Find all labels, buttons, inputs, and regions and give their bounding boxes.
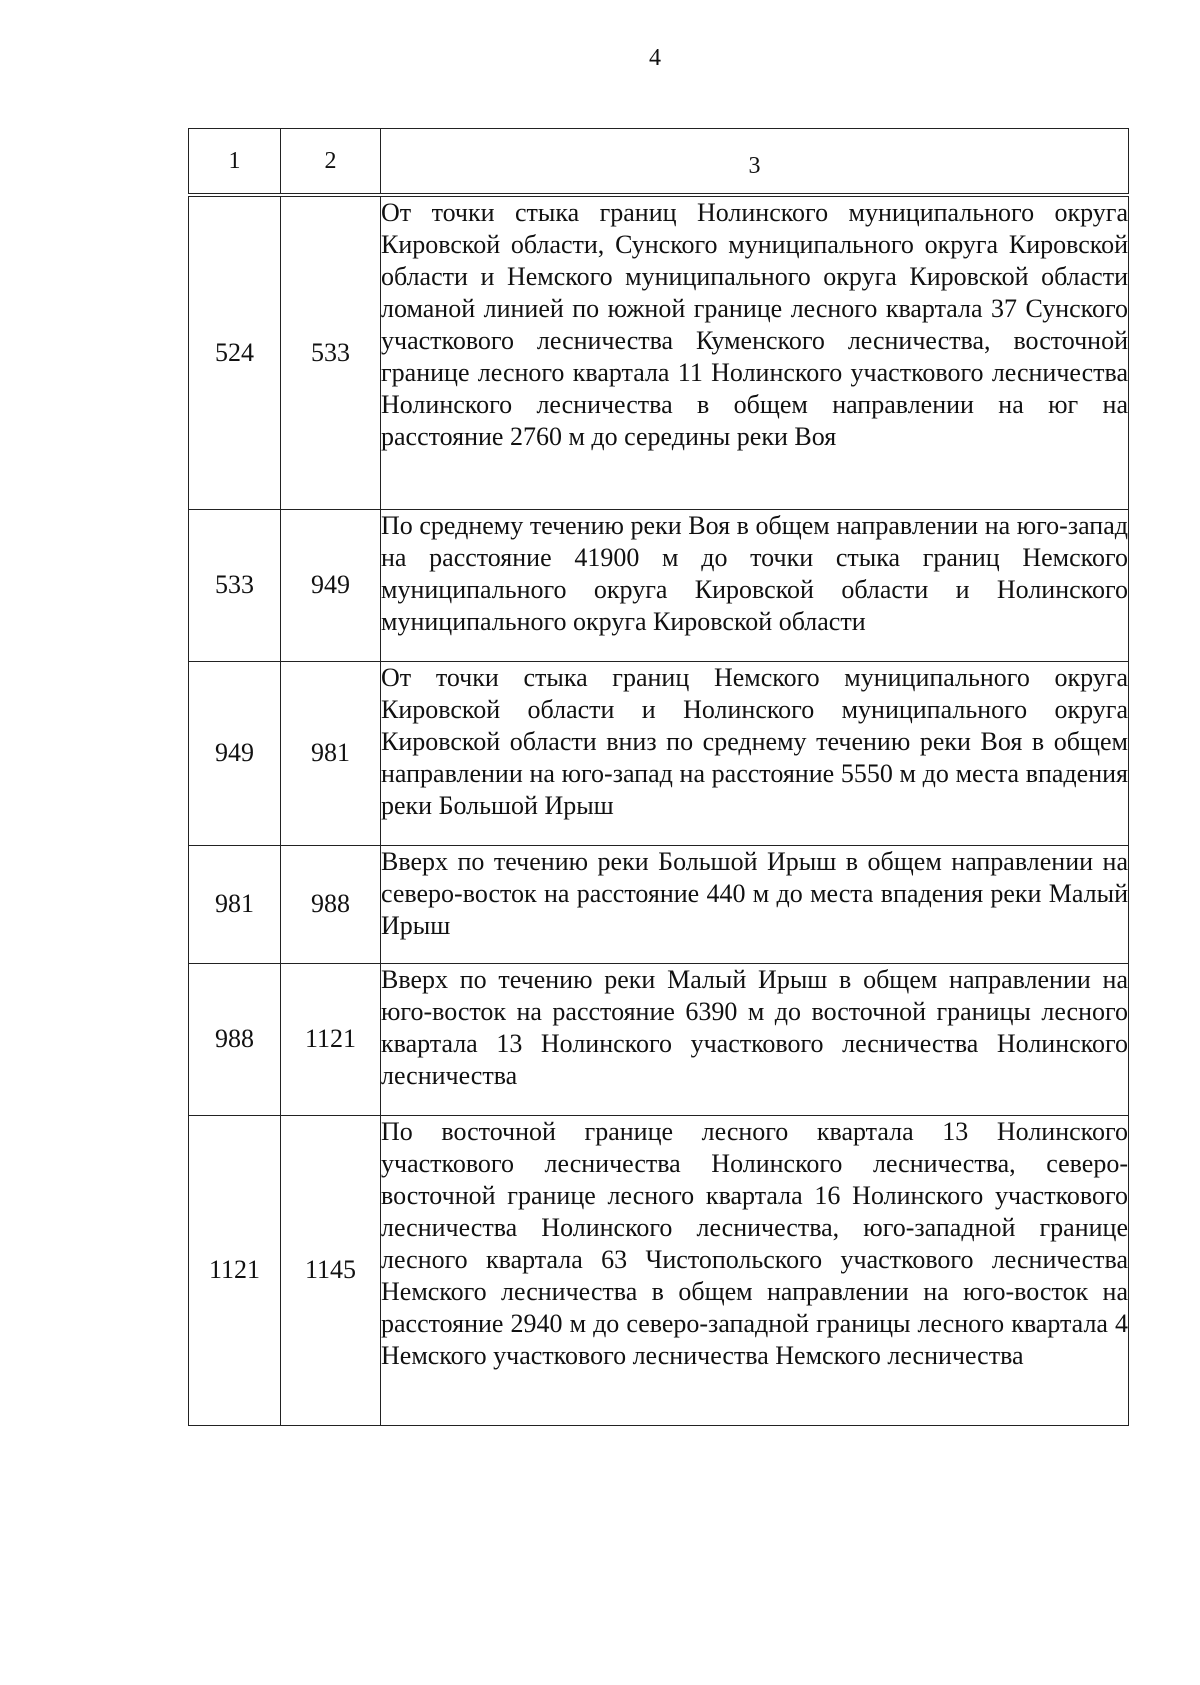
row-description: Вверх по течению реки Большой Ирыш в общем направлении на северо-восток на расстояние 440 м до места впадения реки Малый Ирыш [381, 845, 1129, 963]
row-to-point: 533 [281, 195, 381, 509]
row-description: От точки стыка границ Нолинского муниципального округа Кировской области, Сунского муниципального округа Кировской области и Немского муниципального округа Кировской области ломаной линией по южной границе лесного квартала 37 Сунского участкового лесничества Куменского лесничества, восточной границе лесного квартала 11 Нолинского участкового лесничества Нолинского лесничества в общем направлении на юг на расстояние 2760 м до середины реки Воя [381, 195, 1129, 509]
table-row [189, 1115, 1129, 1425]
row-from-point: 988 [189, 963, 281, 1115]
row-to-point: 949 [281, 509, 381, 661]
table-row [189, 509, 1129, 661]
column-header-1: 1 [189, 129, 281, 196]
row-to-point: 988 [281, 845, 381, 963]
row-from-point: 533 [189, 509, 281, 661]
table-row [189, 661, 1129, 845]
row-to-point: 1145 [281, 1115, 381, 1425]
row-to-point: 1121 [281, 963, 381, 1115]
boundary-table [188, 128, 1129, 1426]
row-description: Вверх по течению реки Малый Ирыш в общем направлении на юго-восток на расстояние 6390 м до восточной границы лесного квартала 13 Нолинского участкового лесничества Нолинского лесничества [381, 963, 1129, 1115]
column-header-3: 3 [381, 129, 1129, 196]
table-row [189, 195, 1129, 509]
row-from-point: 949 [189, 661, 281, 845]
table-row [189, 963, 1129, 1115]
page-number: 4 [649, 45, 661, 71]
table-row [189, 845, 1129, 963]
row-description: От точки стыка границ Немского муниципального округа Кировской области и Нолинского муниципального округа Кировской области вниз по среднему течению реки Воя в общем направлении на юго-запад на расстояние 5550 м до места впадения реки Большой Ирыш [381, 661, 1129, 845]
row-description: По среднему течению реки Воя в общем направлении на юго-запад на расстояние 41900 м до точки стыка границ Немского муниципального округа Кировской области и Нолинского муниципального округа Кировской области [381, 509, 1129, 661]
row-to-point: 981 [281, 661, 381, 845]
table-header-row [189, 129, 1129, 196]
row-description: По восточной границе лесного квартала 13 Нолинского участкового лесничества Нолинского лесничества, северо-восточной границе лесного квартала 16 Нолинского участкового лесничества Нолинского лесничества, юго-западной границе лесного квартала 63 Чистопольского участкового лесничества Немского лесничества в общем направлении на юго-восток на расстояние 2940 м до северо-западной границы лесного квартала 4 Немского участкового лесничества Немского лесничества [381, 1115, 1129, 1425]
row-from-point: 1121 [189, 1115, 281, 1425]
column-header-2: 2 [281, 129, 381, 196]
row-from-point: 981 [189, 845, 281, 963]
row-from-point: 524 [189, 195, 281, 509]
